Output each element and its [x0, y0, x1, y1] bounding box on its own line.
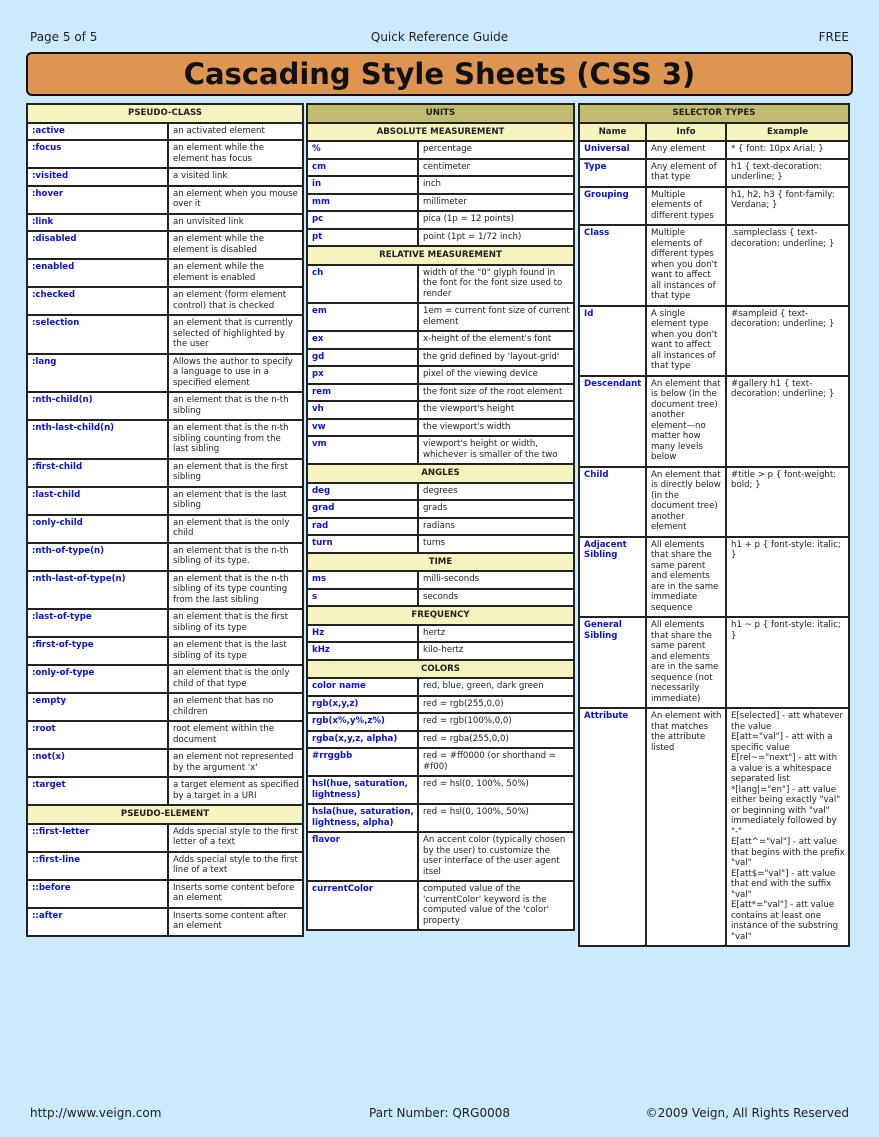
table-row	[27, 392, 303, 420]
selector-example	[726, 708, 849, 946]
term: ::before	[27, 880, 168, 908]
table-row	[27, 140, 303, 168]
term: rad	[307, 518, 418, 536]
description: an element that has no children	[168, 693, 303, 721]
table-row	[579, 141, 849, 159]
table-row	[27, 824, 303, 852]
description: viewport's height or width, whichever is smaller of the two	[418, 436, 574, 464]
selector-example: #title > p { font-weight: bold; }	[726, 467, 849, 537]
description: the viewport's width	[418, 419, 574, 437]
description: an element that is the n-th sibling counting from the last sibling	[168, 420, 303, 459]
selector-name: Class	[579, 225, 646, 306]
term: :disabled	[27, 231, 168, 259]
term: :last-of-type	[27, 609, 168, 637]
term: :checked	[27, 287, 168, 315]
table-row	[307, 535, 574, 553]
section-row	[27, 805, 303, 824]
term: :selection	[27, 315, 168, 354]
footer-url: http://www.veign.com	[30, 1106, 162, 1120]
description: red = rgba(255,0,0)	[418, 731, 574, 749]
term: vm	[307, 436, 418, 464]
table-row	[307, 194, 574, 212]
table-row	[27, 515, 303, 543]
table-row	[27, 186, 303, 214]
units-section-header: ANGLES	[307, 464, 574, 483]
selector-info: A single element type when you don't want to affect all instances of that type	[646, 306, 726, 376]
pseudo-class-header: PSEUDO-CLASS	[27, 104, 303, 123]
description: an element that is the only child	[168, 515, 303, 543]
term: ch	[307, 265, 418, 304]
description: inch	[418, 176, 574, 194]
table-row	[307, 483, 574, 501]
term: rgba(x,y,z, alpha)	[307, 731, 418, 749]
term: flavor	[307, 832, 418, 881]
term: :enabled	[27, 259, 168, 287]
description: Adds special style to the first line of a text	[168, 852, 303, 880]
selector-name: Grouping	[579, 187, 646, 226]
section-row	[307, 553, 574, 572]
selector-info: Multiple elements of different types	[646, 187, 726, 226]
example-line: E[rel~="next"] - att with a value is a whitespace separated list	[731, 753, 838, 784]
term: em	[307, 303, 418, 331]
table-row	[27, 693, 303, 721]
description: pixel of the viewing device	[418, 366, 574, 384]
term: color name	[307, 678, 418, 696]
selector-info: An element that is directly below (in the document tree) another element	[646, 467, 726, 537]
term: gd	[307, 349, 418, 367]
selector-info: An element that is below (in the document tree) another element—no matter how many levels below	[646, 376, 726, 467]
table-row	[27, 880, 303, 908]
description: x-height of the element's font	[418, 331, 574, 349]
table-row	[307, 176, 574, 194]
term: vh	[307, 401, 418, 419]
table-row	[307, 518, 574, 536]
pseudo-class-table	[26, 103, 304, 937]
description: an element that is currently selected of highlighted by the user	[168, 315, 303, 354]
table-row	[27, 459, 303, 487]
page-header	[30, 30, 849, 46]
table-row	[27, 908, 303, 936]
term: ms	[307, 571, 418, 589]
selector-name: Adjacent Sibling	[579, 537, 646, 618]
table-row	[579, 159, 849, 187]
description: the grid defined by 'layout-grid'	[418, 349, 574, 367]
description: an element that is the first sibling of its type	[168, 609, 303, 637]
table-row	[27, 571, 303, 610]
term: px	[307, 366, 418, 384]
copyright: ©2009 Veign, All Rights Reserved	[645, 1106, 849, 1120]
term: deg	[307, 483, 418, 501]
units-section-header: FREQUENCY	[307, 606, 574, 625]
description: an element while the element is enabled	[168, 259, 303, 287]
description: centimeter	[418, 159, 574, 177]
selector-example: #gallery h1 { text-decoration: underline; }	[726, 376, 849, 467]
term: :nth-child(n)	[27, 392, 168, 420]
selector-name: Child	[579, 467, 646, 537]
description: an element while the element is disabled	[168, 231, 303, 259]
term: hsl(hue, saturation, lightness)	[307, 776, 418, 804]
description: An accent color (typically chosen by the user) to customize the user interface of the user agent itsel	[418, 832, 574, 881]
table-row	[27, 354, 303, 393]
table-row	[27, 487, 303, 515]
table-row	[27, 287, 303, 315]
selector-types-table	[578, 103, 850, 947]
selector-example: .sampleclass { text-decoration: underline; }	[726, 225, 849, 306]
selector-info: Any element of that type	[646, 159, 726, 187]
term: turn	[307, 535, 418, 553]
term: :lang	[27, 354, 168, 393]
description: radians	[418, 518, 574, 536]
table-row	[27, 259, 303, 287]
table-row	[307, 731, 574, 749]
table-row	[307, 331, 574, 349]
section-row	[307, 660, 574, 679]
selector-info: All elements that share the same parent and elements are in the same sequence (not necessarily immediate)	[646, 617, 726, 708]
table-row	[307, 804, 574, 832]
table-row	[579, 306, 849, 376]
section-row	[307, 464, 574, 483]
page-number: Page 5 of 5	[30, 30, 98, 44]
example-line: E[att="val"] - att with a specific value	[731, 732, 833, 753]
table-row	[307, 303, 574, 331]
term: ::first-letter	[27, 824, 168, 852]
description: an element that is the only child of that type	[168, 665, 303, 693]
description: percentage	[418, 141, 574, 159]
table-row	[27, 637, 303, 665]
term: Hz	[307, 625, 418, 643]
selector-name: General Sibling	[579, 617, 646, 708]
table-row	[27, 168, 303, 186]
description: a visited link	[168, 168, 303, 186]
description: the font size of the root element	[418, 384, 574, 402]
description: hertz	[418, 625, 574, 643]
term: :first-of-type	[27, 637, 168, 665]
table-row	[579, 617, 849, 708]
term: :target	[27, 777, 168, 805]
description: pica (1p = 12 points)	[418, 211, 574, 229]
term: :hover	[27, 186, 168, 214]
term: rgb(x%,y%,z%)	[307, 713, 418, 731]
description: kilo-hertz	[418, 642, 574, 660]
table-row	[307, 401, 574, 419]
page-footer	[30, 1106, 849, 1122]
table-row	[307, 625, 574, 643]
units-section-header: COLORS	[307, 660, 574, 679]
term: :empty	[27, 693, 168, 721]
table-row	[307, 832, 574, 881]
description: an element that is the first sibling	[168, 459, 303, 487]
table-row	[307, 881, 574, 930]
description: an element that is the last sibling of its type	[168, 637, 303, 665]
table-row	[307, 571, 574, 589]
term: :nth-of-type(n)	[27, 543, 168, 571]
term: :last-child	[27, 487, 168, 515]
table-row	[307, 384, 574, 402]
description: an element that is the n-th sibling of its type.	[168, 543, 303, 571]
table-row	[307, 229, 574, 247]
term: :visited	[27, 168, 168, 186]
description: an element not represented by the argument 'x'	[168, 749, 303, 777]
table-row	[27, 665, 303, 693]
term: kHz	[307, 642, 418, 660]
description: red = hsl(0, 100%, 50%)	[418, 776, 574, 804]
description: an element while the element has focus	[168, 140, 303, 168]
description: computed value of the 'currentColor' keyword is the computed value of the 'color' property	[418, 881, 574, 930]
term: :nth-last-child(n)	[27, 420, 168, 459]
selector-example: h1 + p { font-style: italic; }	[726, 537, 849, 618]
term: cm	[307, 159, 418, 177]
term: pc	[307, 211, 418, 229]
table-row	[307, 696, 574, 714]
table-row	[27, 777, 303, 805]
description: milli-seconds	[418, 571, 574, 589]
table-row	[307, 349, 574, 367]
selector-example: h1, h2, h3 { font-family: Verdana; }	[726, 187, 849, 226]
table-row	[27, 123, 303, 141]
term: s	[307, 589, 418, 607]
description: seconds	[418, 589, 574, 607]
column-header-name: Name	[579, 123, 646, 142]
section-row	[307, 123, 574, 142]
table-row	[307, 776, 574, 804]
table-row	[307, 366, 574, 384]
term: hsla(hue, saturation, lightness, alpha)	[307, 804, 418, 832]
table-row	[27, 852, 303, 880]
table-row	[579, 187, 849, 226]
table-row	[307, 500, 574, 518]
selector-info: An element with that matches the attribute listed	[646, 708, 726, 946]
selector-name: Universal	[579, 141, 646, 159]
table-row	[27, 214, 303, 232]
term: %	[307, 141, 418, 159]
description: an element (form element control) that is checked	[168, 287, 303, 315]
term: :not(x)	[27, 749, 168, 777]
description: a target element as specified by a target in a URI	[168, 777, 303, 805]
table-row	[307, 265, 574, 304]
table-row	[307, 211, 574, 229]
table-row	[579, 225, 849, 306]
pseudo-element-header: PSEUDO-ELEMENT	[27, 805, 303, 824]
term: :focus	[27, 140, 168, 168]
table-row	[27, 721, 303, 749]
description: width of the "0" glyph found in the font for the font size used to render	[418, 265, 574, 304]
term: grad	[307, 500, 418, 518]
term: :only-of-type	[27, 665, 168, 693]
term: mm	[307, 194, 418, 212]
example-line: E[att$="val"] - att value that end with the suffix "val"	[731, 868, 836, 900]
guide-label: Quick Reference Guide	[370, 30, 509, 44]
description: the viewport's height	[418, 401, 574, 419]
term: :nth-last-of-type(n)	[27, 571, 168, 610]
description: Adds special style to the first letter of a text	[168, 824, 303, 852]
term: pt	[307, 229, 418, 247]
term: rgb(x,y,z)	[307, 696, 418, 714]
description: red = hsl(0, 100%, 50%)	[418, 804, 574, 832]
term: currentColor	[307, 881, 418, 930]
selector-name: Attribute	[579, 708, 646, 946]
term: ex	[307, 331, 418, 349]
selector-info: Multiple elements of different types when you don't want to affect all instances of that type	[646, 225, 726, 306]
table-row	[579, 708, 849, 946]
description: turns	[418, 535, 574, 553]
table-row	[27, 749, 303, 777]
selector-example: * { font: 10px Arial; }	[726, 141, 849, 159]
section-row	[307, 246, 574, 265]
example-line: E[att*="val"] - att value contains at least one instance of the substring "val"	[731, 900, 839, 942]
units-section-header: TIME	[307, 553, 574, 572]
column-header-example: Example	[726, 123, 849, 142]
section-row	[307, 606, 574, 625]
units-section-header: RELATIVE MEASUREMENT	[307, 246, 574, 265]
part-number: Part Number: QRG0008	[369, 1106, 510, 1120]
description: an element that is the n-th sibling	[168, 392, 303, 420]
term: ::after	[27, 908, 168, 936]
selector-info: Any element	[646, 141, 726, 159]
table-row	[307, 419, 574, 437]
page-title: Cascading Style Sheets (CSS 3)	[26, 52, 853, 96]
units-header: UNITS	[307, 104, 574, 123]
selector-info: All elements that share the same parent and elements are in the same immediate sequence	[646, 537, 726, 618]
table-row	[307, 141, 574, 159]
table-row	[307, 642, 574, 660]
term: :root	[27, 721, 168, 749]
selector-example: h1 { text-decoration: underline; }	[726, 159, 849, 187]
table-row	[307, 436, 574, 464]
price-label: FREE	[818, 30, 849, 44]
description: an activated element	[168, 123, 303, 141]
table-row	[307, 678, 574, 696]
units-section-header: ABSOLUTE MEASUREMENT	[307, 123, 574, 142]
example-line: E[selected] - att whatever the value	[731, 711, 844, 732]
description: millimeter	[418, 194, 574, 212]
term: ::first-line	[27, 852, 168, 880]
table-row	[27, 543, 303, 571]
table-row	[307, 159, 574, 177]
selector-name: Type	[579, 159, 646, 187]
table-row	[307, 748, 574, 776]
description: red, blue, green, dark green	[418, 678, 574, 696]
selector-name: Descendant	[579, 376, 646, 467]
description: an element that is the last sibling	[168, 487, 303, 515]
table-row	[579, 467, 849, 537]
term: rem	[307, 384, 418, 402]
example-line: *[lang|="en"] - att value either being exactly "val" or beginning with "val" immediately followed by "-"	[731, 784, 841, 837]
table-row	[27, 609, 303, 637]
description: an element when you mouse over it	[168, 186, 303, 214]
table-row	[307, 713, 574, 731]
term: :only-child	[27, 515, 168, 543]
description: red = rgb(100%,0,0)	[418, 713, 574, 731]
table-row	[579, 376, 849, 467]
description: Inserts some content after an element	[168, 908, 303, 936]
description: an unvisited link	[168, 214, 303, 232]
example-line: E[att^="val"] - att value that begins with the prefix "val"	[731, 837, 845, 868]
description: Allows the author to specify a language to use in a specified element	[168, 354, 303, 393]
selector-example: h1 ~ p { font-style: italic; }	[726, 617, 849, 708]
term: :active	[27, 123, 168, 141]
term: #rrggbb	[307, 748, 418, 776]
description: red = #ff0000 (or shorthand = #f00)	[418, 748, 574, 776]
description: root element within the document	[168, 721, 303, 749]
description: 1em = current font size of current element	[418, 303, 574, 331]
table-row	[27, 231, 303, 259]
table-row	[27, 315, 303, 354]
term: :first-child	[27, 459, 168, 487]
term: vw	[307, 419, 418, 437]
description: degrees	[418, 483, 574, 501]
selector-types-header: SELECTOR TYPES	[579, 104, 849, 123]
description: an element that is the n-th sibling of its type counting from the last sibling	[168, 571, 303, 610]
selector-name: Id	[579, 306, 646, 376]
description: red = rgb(255,0,0)	[418, 696, 574, 714]
units-table	[306, 103, 575, 931]
term: in	[307, 176, 418, 194]
table-row	[579, 537, 849, 618]
column-header-info: Info	[646, 123, 726, 142]
term: :link	[27, 214, 168, 232]
description: point (1pt = 1/72 inch)	[418, 229, 574, 247]
table-row	[307, 589, 574, 607]
table-row	[27, 420, 303, 459]
selector-example: #sampleid { text-decoration: underline; }	[726, 306, 849, 376]
description: grads	[418, 500, 574, 518]
description: Inserts some content before an element	[168, 880, 303, 908]
